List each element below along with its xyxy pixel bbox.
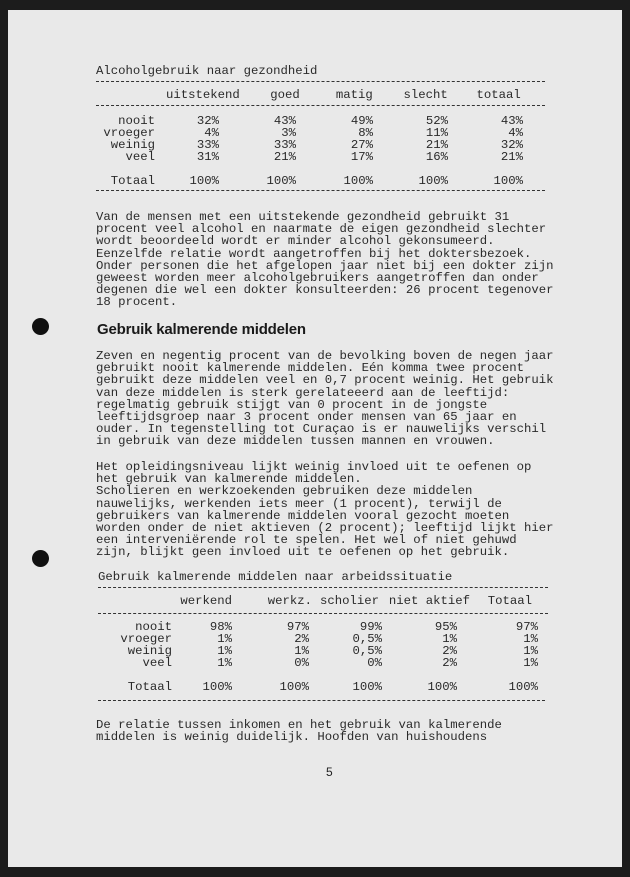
row-label: vroeger: [120, 632, 172, 646]
cell: 0%: [294, 656, 309, 670]
cell: 43%: [500, 114, 523, 128]
column-header: [98, 595, 152, 607]
column-header: [96, 89, 166, 101]
column-header: niet aktief: [388, 594, 470, 608]
column-header: Totaal: [487, 594, 532, 608]
cell: 2%: [294, 632, 309, 646]
cell: 1%: [523, 656, 538, 670]
row-label: veel: [125, 150, 155, 164]
cell: 21%: [425, 138, 448, 152]
cell: 32%: [500, 138, 523, 152]
cell: 1%: [523, 644, 538, 658]
table2-body: [98, 621, 538, 693]
cell: 100%: [508, 680, 538, 694]
page-number: 5: [326, 765, 333, 779]
text-line: nauwelijks, werkenden iets meer (1 procent), terwijl de: [96, 496, 502, 511]
cell: 1%: [217, 632, 232, 646]
cell: 17%: [350, 150, 373, 164]
row-label: weinig: [110, 138, 155, 152]
cell: 0,5%: [352, 632, 382, 646]
cell: 8%: [358, 126, 373, 140]
cell: 16%: [425, 150, 448, 164]
table-row: [96, 127, 523, 139]
table-row: [96, 115, 523, 127]
divider: [98, 587, 548, 588]
row-label: Totaal: [110, 174, 155, 188]
row-label: veel: [142, 656, 172, 670]
text-line: geweest worden meer alcoholgebruikers aangetroffen dan onder: [96, 270, 539, 285]
text-line: Scholieren en werkzoekenden gebruiken deze middelen: [96, 484, 473, 499]
text-line: gebruikt nooit kalmerende middelen. Eén komma twee procent: [96, 361, 525, 376]
column-header: slecht: [403, 88, 448, 102]
cell: 100%: [266, 174, 296, 188]
cell: 2%: [442, 656, 457, 670]
text-line: wordt beoordeeld wordt er minder alcohol gekonsumeerd.: [96, 234, 495, 249]
cell: 0%: [367, 656, 382, 670]
column-header: werkend: [180, 594, 232, 608]
divider: [98, 700, 545, 701]
divider: [96, 105, 545, 106]
text-line: ouder. In tegenstelling tot Curaçao is er nauwelijks verschil: [96, 422, 547, 437]
cell: 100%: [427, 680, 457, 694]
row-label: nooit: [118, 114, 155, 128]
cell: 52%: [425, 114, 448, 128]
paragraph: [96, 350, 566, 448]
cell: 21%: [500, 150, 523, 164]
cell: 4%: [204, 126, 219, 140]
divider: [96, 190, 545, 191]
table1-title: Alcoholgebruik naar gezondheid: [96, 64, 318, 78]
text-line: procent veel alcohol en naarmate de eigen gezondheid slechter: [96, 222, 547, 237]
text-line: worden onder de niet aktieven (2 procent); leeftijd lijkt hier: [96, 520, 554, 535]
column-header: totaal: [476, 88, 521, 102]
cell: 1%: [217, 644, 232, 658]
cell: 98%: [209, 620, 232, 634]
cell: 1%: [442, 632, 457, 646]
cell: 100%: [352, 680, 382, 694]
cell: 3%: [281, 126, 296, 140]
text-line: het gebruik van kalmerende middelen.: [96, 472, 362, 487]
punch-hole: [32, 550, 49, 567]
cell: 43%: [273, 114, 296, 128]
table1-body: [96, 115, 523, 187]
cell: 2%: [442, 644, 457, 658]
divider: [98, 613, 548, 614]
text-line: Onder personen die het afgelopen jaar niet bij een dokter zijn: [96, 258, 554, 273]
cell: 33%: [196, 138, 219, 152]
text-line: van deze middelen is sterk gerelateeerd aan de leeftijd:: [96, 385, 510, 400]
cell: 100%: [202, 680, 232, 694]
text-line: Zeven en negentig procent van de bevolking boven de negen jaar: [96, 349, 554, 363]
cell: 100%: [343, 174, 373, 188]
cell: 1%: [523, 632, 538, 646]
cell: 32%: [196, 114, 219, 128]
row-label: weinig: [127, 644, 172, 658]
text-line: een interveniërende rol te spelen. Het wel of niet gehuwd: [96, 533, 517, 548]
text-line: Het opleidingsniveau lijkt weinig invloed uit te oefenen op: [96, 460, 532, 474]
section-heading: Gebruik kalmerende middelen: [97, 321, 306, 338]
text-line: middelen is weinig duidelijk. Hoofden van huishoudens: [96, 730, 488, 745]
column-header: goed: [270, 88, 300, 102]
column-header: matig: [335, 88, 373, 102]
cell: 1%: [294, 644, 309, 658]
text-line: 18 procent.: [96, 295, 178, 310]
cell: 11%: [425, 126, 448, 140]
cell: 27%: [350, 138, 373, 152]
table-header-row: [98, 595, 532, 607]
row-label: nooit: [135, 620, 172, 634]
cell: 0,5%: [352, 644, 382, 658]
cell: 99%: [359, 620, 382, 634]
cell: 33%: [273, 138, 296, 152]
table2-title: Gebruik kalmerende middelen naar arbeidssituatie: [98, 570, 453, 584]
row-label: vroeger: [103, 126, 155, 140]
table-total-row: [96, 175, 523, 187]
cell: 100%: [418, 174, 448, 188]
text-line: De relatie tussen inkomen en het gebruik van kalmerende: [96, 718, 502, 732]
row-label: Totaal: [127, 680, 172, 694]
cell: 1%: [217, 656, 232, 670]
text-line: leeftijdsgroep naar 3 procent onder mensen van 65 jaar en: [96, 409, 517, 424]
cell: 97%: [286, 620, 309, 634]
paragraph: [96, 719, 566, 743]
column-header: uitstekend: [166, 88, 240, 102]
text-line: zijn, blijkt geen invloed uit te oefenen op het gebruik.: [96, 545, 510, 560]
table-total-row: [98, 681, 538, 693]
text-line: gebruikt deze middelen veel en 0,7 procent weinig. Het gebruik: [96, 373, 554, 388]
text-line: in gebruik van deze middelen tussen mannen en vrouwen.: [96, 434, 495, 449]
table-header-row: [96, 89, 521, 101]
cell: 21%: [273, 150, 296, 164]
cell: 100%: [279, 680, 309, 694]
paragraph: [96, 461, 566, 559]
cell: 49%: [350, 114, 373, 128]
text-line: degenen die wel een dokter konsulteerden: 26 procent tegenover: [96, 283, 554, 298]
table1: [96, 89, 521, 101]
paragraph: [96, 211, 566, 309]
table-row: [96, 139, 523, 151]
cell: 100%: [189, 174, 219, 188]
cell: 97%: [515, 620, 538, 634]
cell: 95%: [434, 620, 457, 634]
text-line: Van de mensen met een uitstekende gezondheid gebruikt 31: [96, 210, 510, 224]
divider: [96, 81, 545, 82]
text-line: regelmatig gebruik stijgt van 0 procent in de jongste: [96, 397, 488, 412]
text-line: Eenzelfde relatie wordt aangetroffen bij het doktersbezoek.: [96, 246, 532, 261]
column-header: werkz.: [267, 594, 312, 608]
table2: [98, 595, 532, 607]
table-row: [98, 657, 538, 669]
column-header: scholier: [319, 594, 379, 608]
cell: 4%: [508, 126, 523, 140]
cell: 31%: [196, 150, 219, 164]
punch-hole: [32, 318, 49, 335]
cell: 100%: [493, 174, 523, 188]
table-row: [96, 151, 523, 163]
text-line: gebruikers van kalmerende middelen vooral gezocht moeten: [96, 508, 510, 523]
